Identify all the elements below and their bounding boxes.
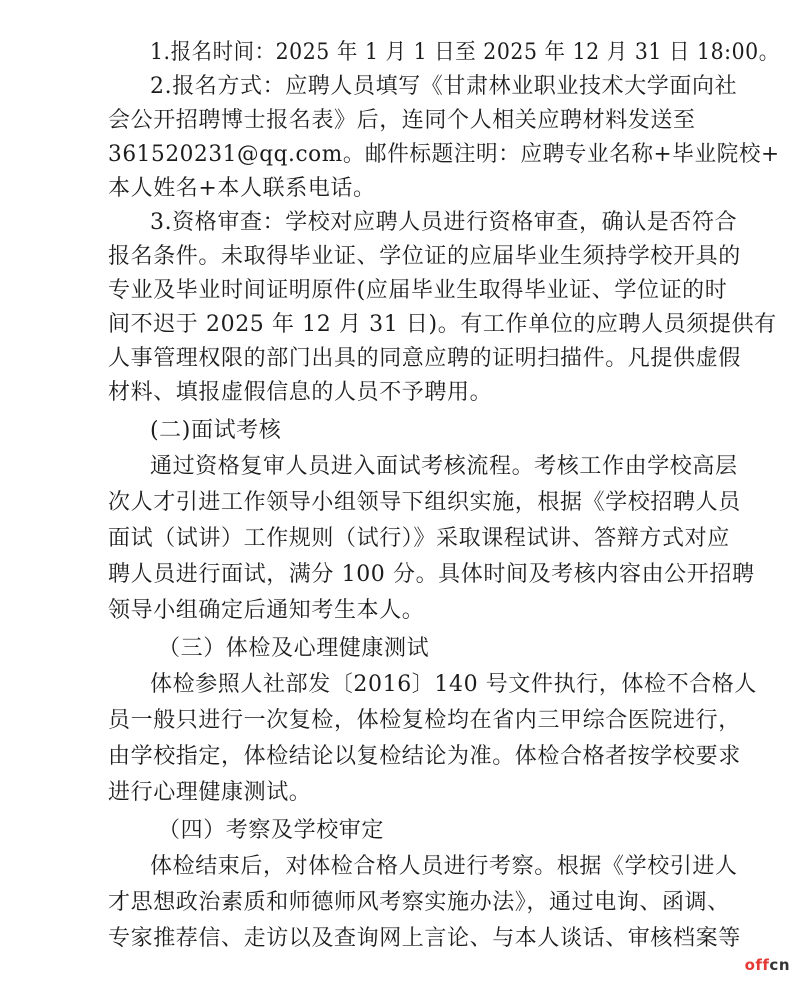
text-line: 2.报名方式：应聘人员填写《甘肃林业职业技术大学面向社	[150, 74, 738, 99]
text-line: 本人姓名+本人联系电话。	[108, 176, 376, 201]
watermark-part-2: cn	[769, 956, 790, 974]
text-line: 3.资格审查：学校对应聘人员进行资格审查，确认是否符合	[150, 210, 738, 235]
text-line: 会公开招聘博士报名表》后，连同个人相关应聘材料发送至	[108, 108, 696, 133]
text-line: 专家推荐信、走访以及查询网上言论、与本人谈话、审核档案等	[108, 926, 741, 951]
text-line: 体检结束后，对体检合格人员进行考察。根据《学校引进人	[150, 854, 738, 879]
text-line: 面试（试讲）工作规则（试行）》采取课程试讲、答辩方式对应	[108, 526, 730, 551]
text-line: 1.报名时间：2025 年 1 月 1 日至 2025 年 12 月 31 日 18:00。	[150, 40, 780, 65]
section-heading: (二)面试考核	[150, 418, 282, 443]
offcn-watermark-logo	[745, 956, 790, 974]
text-line: 人事管理权限的部门出具的同意应聘的证明扫描件。凡提供虚假	[108, 346, 741, 371]
text-line: 次人才引进工作领导小组领导下组织实施，根据《学校招聘人员	[108, 490, 741, 515]
text-line: 材料、填报虚假信息的人员不予聘用。	[108, 380, 493, 405]
text-line: 领导小组确定后通知考生本人。	[108, 598, 425, 623]
text-line: 员一般只进行一次复检，体检复检均在省内三甲综合医院进行，	[108, 708, 741, 733]
text-line: 专业及毕业时间证明原件(应届毕业生取得毕业证、学位证的时	[108, 278, 728, 303]
text-line: 间不迟于 2025 年 12 月 31 日)。有工作单位的应聘人员须提供有	[108, 312, 777, 337]
text-line: 体检参照人社部发〔2016〕140 号文件执行，体检不合格人	[150, 672, 757, 697]
watermark-part-1: off	[744, 956, 770, 974]
text-line: 通过资格复审人员进入面试考核流程。考核工作由学校高层	[150, 454, 738, 479]
section-heading: （三）体检及心理健康测试	[158, 636, 430, 661]
section-heading: （四）考察及学校审定	[158, 818, 385, 843]
text-line: 进行心理健康测试。	[108, 780, 312, 805]
text-line: 361520231@qq.com。邮件标题注明：应聘专业名称+毕业院校+	[108, 142, 780, 167]
text-line: 聘人员进行面试，满分 100 分。具体时间及考核内容由公开招聘	[108, 562, 755, 587]
text-line: 才思想政治素质和师德师风考察实施办法》，通过电询、函调、	[108, 890, 730, 915]
text-line: 由学校指定，体检结论以复检结论为准。体检合格者按学校要求	[108, 744, 741, 769]
text-line: 报名条件。未取得毕业证、学位证的应届毕业生须持学校开具的	[108, 244, 741, 269]
